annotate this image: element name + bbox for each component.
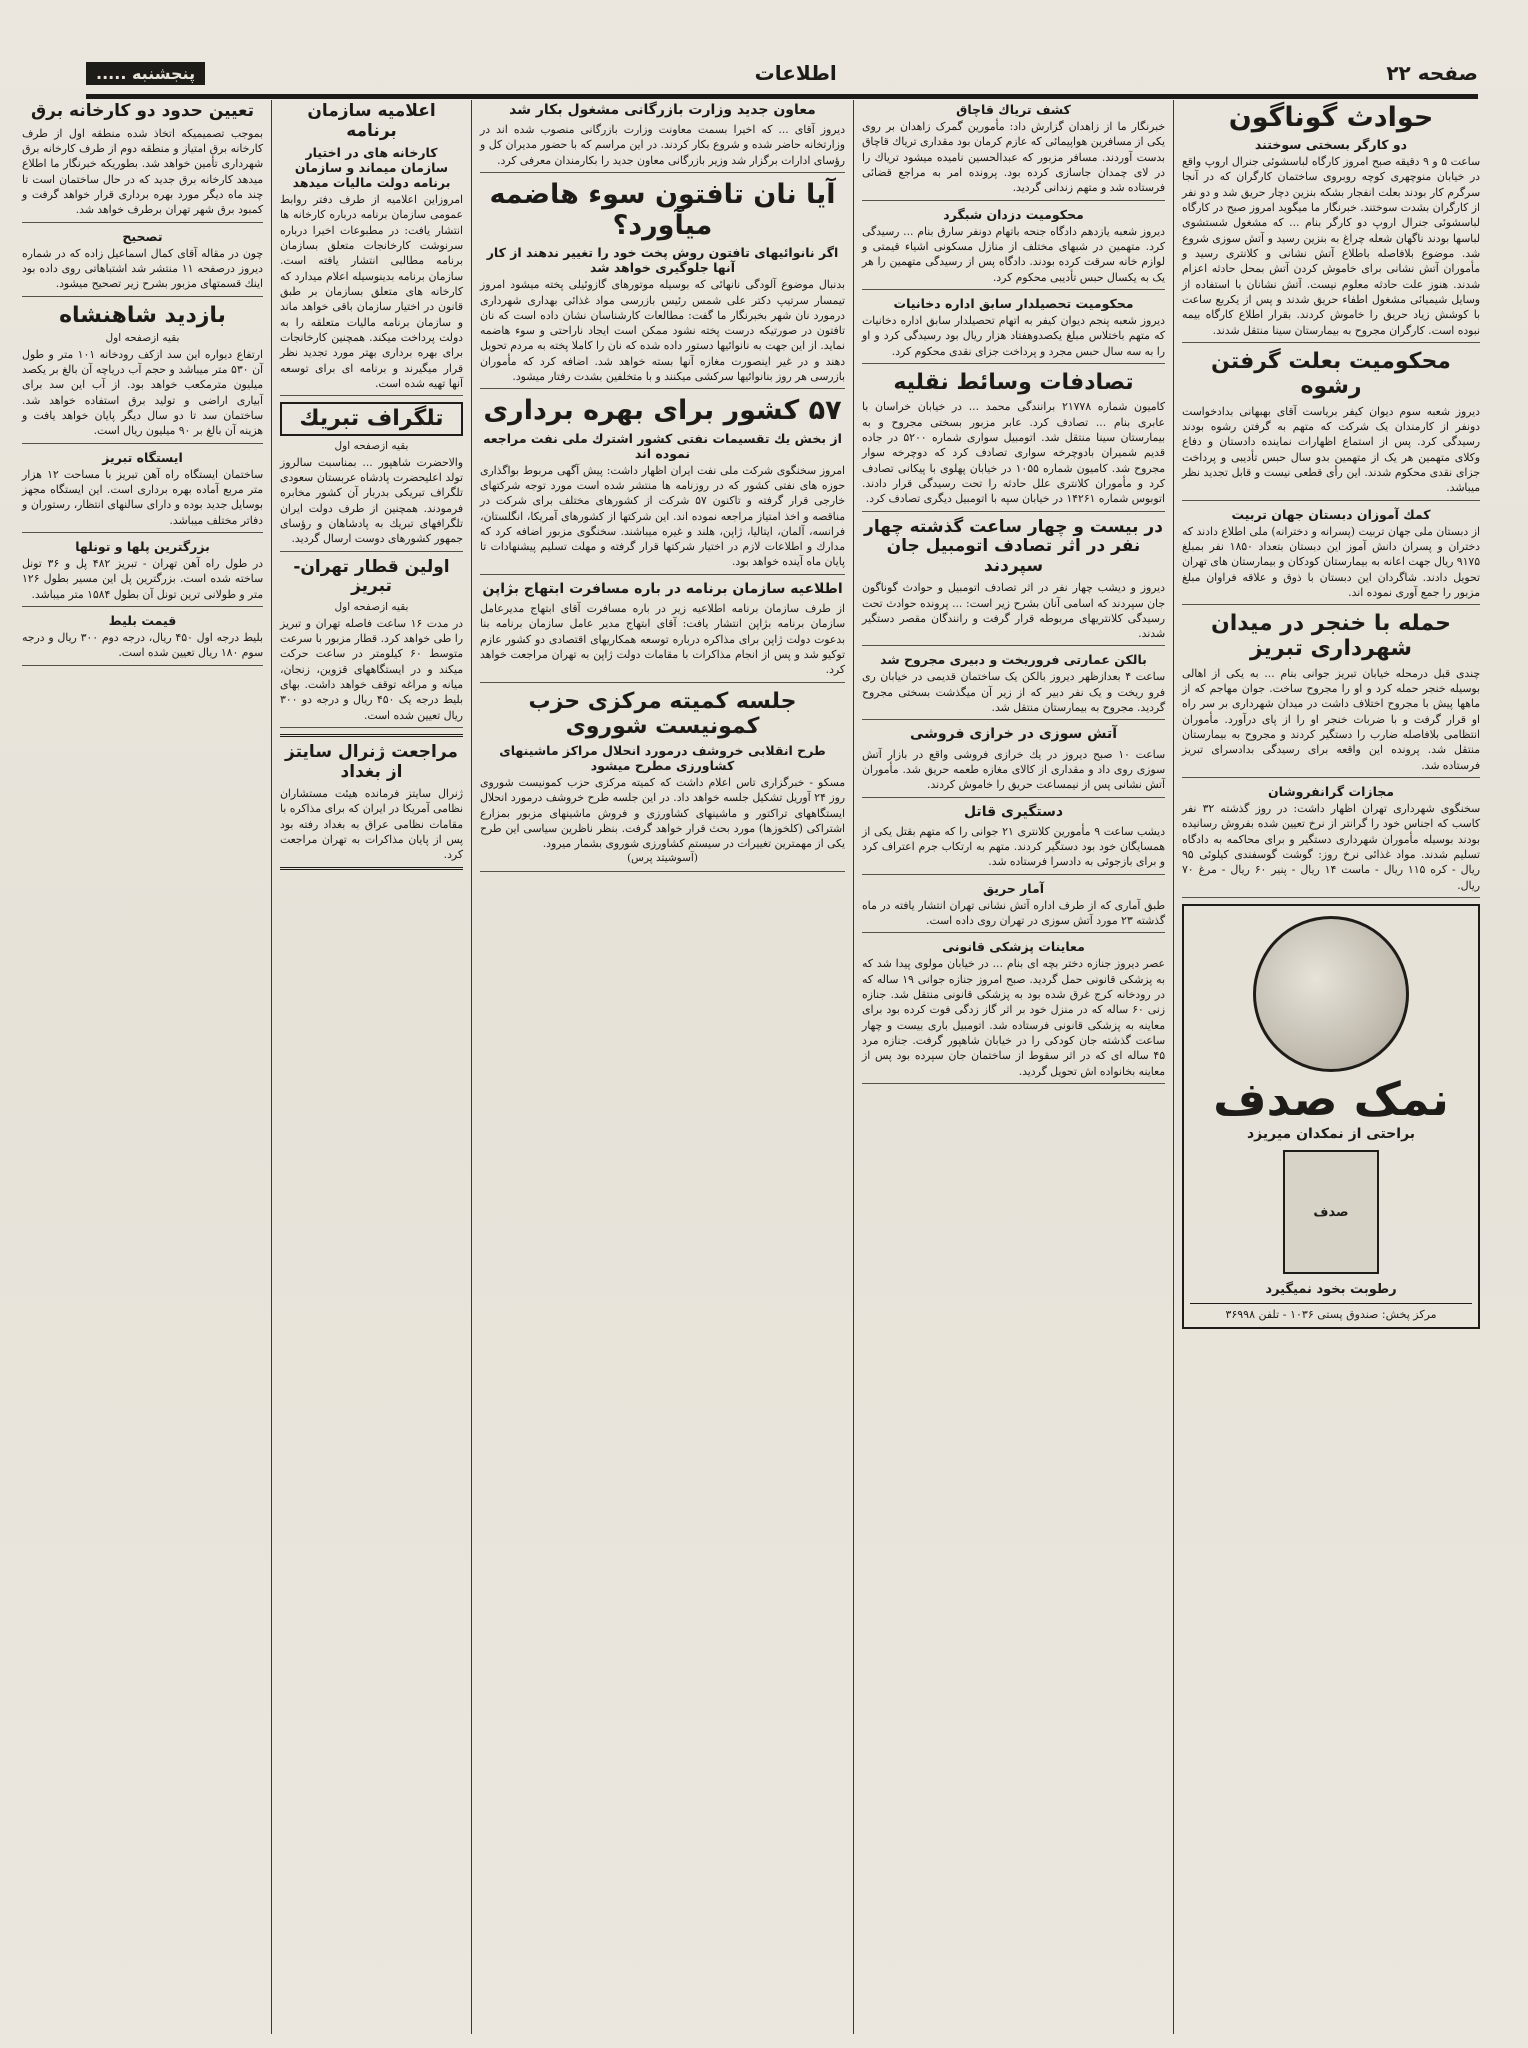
- masthead: [86, 56, 1478, 99]
- article-four-deaths: [862, 518, 1165, 647]
- article-body: ساعت ۱۰ صبح دیروز در یك خرازی فروشی واقع در بازار آتش سوزی روی داد و مقداری از کالای مغازه طعمه حریق شد. مأموران آتش نشانی پس از نیمساعت حریق را خاموش کردند.: [862, 747, 1165, 792]
- article-continuation: بقیه ازصفحه اول: [105, 331, 180, 344]
- article-tabriz-station: [22, 450, 263, 533]
- columns: [14, 100, 1488, 2034]
- article-subhead: محکومیت تحصیلدار سابق اداره دخانیات: [893, 295, 1134, 311]
- article-body: ژنرال سایتز فرمانده هیئت مستشاران نظامی آمریکا در ایران که برای مذاکره با مقامات نظامی عراق به بغداد رفته بود پس از پایان مذاکرات به تهران مراجعت کرد.: [280, 787, 463, 862]
- article-subhead: طرح انقلابی خروشف درمورد انحلال مراکز ماشینهای کشاورزی مطرح میشود: [499, 743, 826, 774]
- issue-date: پنجشنبه .....: [86, 62, 205, 85]
- article-headline: اطلاعیه سازمان برنامه در باره مسافرت ابتهاج بژاپن: [482, 580, 843, 597]
- article-subhead: کشف تریاك قاچاق: [956, 102, 1071, 117]
- article-subhead: تصحیح: [122, 228, 163, 244]
- article-body: امروزاین اعلامیه از طرف دفتر روابط عمومی سازمان برنامه درباره کارخانه ها انتشار یافت: در مطبوعات اخیرا درباره سرنوشت کارخانجات متعلق بسازمان برنامه مطالبی انتشار یافته است. سازمان برنامه بدینوسیله اعلام میدارد که کارخانه های متعلق بسازمان بر طبق قانون در اختیار سازمان باقی خواهد ماند و سازمان برنامه مالیات متعلقه را به دولت پرداخت میکند. همچنین کارخانجات برای بهره برداری بهتر مورد تجدید نظر قرار میگیرند و برنامه ای برای توسعه آنها تهیه شده است.: [280, 193, 463, 391]
- article-body: دیروز شعبه یازدهم دادگاه جنحه باتهام دونفر سارق بنام ... رسیدگی کرد. متهمین در شبهای مختلف از منازل مسکونی اشیاء قیمتی و لوازم خانه سرقت کرده بودند. دادگاه پس از رسیدگی متهمین را هر یک به یکسال حبس تأدیبی محکوم کرد.: [862, 224, 1165, 284]
- article-bread: [480, 179, 845, 389]
- article-subhead: معاینات پزشکی قانونی: [942, 939, 1085, 955]
- article-fire-shop: [862, 726, 1165, 797]
- column-3: [471, 100, 853, 2034]
- article-body: از طرف سازمان برنامه اطلاعیه زیر در باره مسافرت آقای ابتهاج مدیرعامل سازمان برنامه بژاپن انتشار یافت: آقای ابتهاج مدیر عامل سازمان برنامه بنا بدعوت دولت ژاپن برای مذاکره درباره توسعه همکاریهای اقتصادی دو کشور عازم توکیو شد و پس از انجام مذاکرات با مقامات دولت ژاپن به تهران مراجعت خواهد کرد.: [480, 601, 845, 677]
- article-body: امروز سخنگوی شرکت ملی نفت ایران اظهار داشت: پیش آگهی مربوط بواگذاری حوزه های نفتی کشور که در روزنامه ها منتشر شده است مورد توجه شرکتهای خارجی قرار گرفته و تاکنون ۵۷ شرکت از کشورهای مختلف برای شرکت در مناقصه و اخذ امتیاز مراجعه نموده اند. این شرکتها از کشورهای آمریکا، انگلستان، فرانسه، آلمان، ایتالیا، ژاپن، هلند و غیره میباشند. سخنگوی مزبور اضافه کرد که مدارك و اطلاعات لازم در اختیار شرکتها قرار گرفته و مهلت تسلیم پیشنهادات تا پایان ماه آینده خواهد بود.: [480, 463, 845, 569]
- article-subhead: قیمت بلیط: [108, 613, 177, 629]
- article-collector: [862, 296, 1165, 364]
- article-body: دیروز شعبه پنجم دیوان کیفر به اتهام تحصیلدار سابق اداره دخانیات که متهم باختلاس مبلغ یکصدوهفتاد هزار ریال بود رسیدگی کرد و او را به سه سال حبس مجرد و پرداخت جزای نقدی محکوم کرد.: [862, 313, 1165, 358]
- article-headline: تلگراف تبریك: [280, 402, 463, 435]
- article-headline: اولین قطار تهران-تبریز: [293, 556, 450, 597]
- article-opium: [862, 102, 1165, 201]
- article-headline: تصادفات وسائط نقلیه: [893, 369, 1134, 395]
- article-killer-arrest: [862, 804, 1165, 875]
- article-telegram: [280, 402, 463, 551]
- article-subhead: دو کارگر بسختی سوختند: [1254, 137, 1408, 153]
- article-subhead: بالکن عمارتی فروریخت و دبیری مجروح شد: [880, 652, 1147, 668]
- article-headline: محکومیت بعلت گرفتن رشوه: [1211, 348, 1451, 400]
- article-body: چندی قبل درمحله خیابان تبریز جوانی بنام ... به یکی از اهالی بوسیله خنجر حمله کرد و او را مجروح ساخت. جوان مهاجم که از ماهها پیش با مجروح اختلاف داشت در میدان شهرداری بر سر راه او قرار گرفت و با ضربات خنجر او را از پای درآورد. مأموران انتظامی بلافاصله ضارب را دستگیر کردند و مجروح به بیمارستان منتقل شد. پرونده این واقعه برای رسیدگی بدادسرای تبریز فرستاده شد.: [1182, 666, 1480, 772]
- article-body: ساعت ۴ بعدازظهر دیروز بالکن یک ساختمان قدیمی در خیابان ری فرو ریخت و یک نفر دبیر که از زیر آن میگذشت بسختی مجروح گردید. مجروح به بیمارستان منتقل شد.: [862, 670, 1165, 715]
- article-body: بدنبال موضوع آلودگی نانهائی که بوسیله موتورهای گازوئیلی پخته میشود امروز تیمسار سرتیپ دکتر علی شمس رئیس بازرسی مواد غذائی بهداری شهرداری درمورد نان شهر بخبرنگار ما گفت: مطالعات کارشناسان نشان داده است که نان تافتون در صورتیکه درست پخته نشود ممکن است ایجاد ناراحتی و سوء هاضمه نماید. از این جهت به نانوائیها دستور داده شده که نان را کاملا پخته به مردم تحویل دهند و در غیر اینصورت مغازه آنها بسته خواهد شد. اضافه کرد که مأموران بازرسی هر روز بنانوائیها سرکشی میکنند و با متخلفین بشدت رفتار میشود.: [480, 278, 845, 384]
- article-headline: تعیین حدود دو کارخانه برق: [30, 101, 255, 121]
- article-body: طبق آماری که از طرف اداره آتش نشانی تهران انتشار یافته در ماه گذشته ۲۳ مورد آتش سوزی در تهران روی داده است.: [862, 898, 1165, 927]
- article-headline: آتش سوزی در خرازی فروشی: [909, 726, 1118, 743]
- article-headline: معاون جدید وزارت بازرگانی مشغول بکار شد: [509, 102, 816, 118]
- article-body: دیروز شعبه سوم دیوان کیفر بریاست آقای بهبهانی بدادخواست دونفر از کارمندان یک شرکت که متهم به گرفتن رشوه بودند رسیدگی کرد. پس از استماع اظهارات نماینده دادستان و دفاع وکلای متهمین هر یک از متهمین بدو سال حبس تأدیبی و پرداخت جزای نقدی محکوم شدند. این رأی قطعی نیست و قابل تجدید نظر میباشد.: [1182, 404, 1480, 495]
- article-body: در مدت ۱۶ ساعت فاصله تهران و تبریز را طی خواهد کرد. قطار مزبور با سرعت متوسط ۶۰ کیلومتر در ساعت حرکت میکند و در ایستگاههای قزوین، زنجان، میانه و مراغه توقف خواهد داشت. بهای بلیط درجه یک ۴۵۰ ریال و درجه دو ۳۰۰ ریال تعیین شده است.: [280, 616, 464, 722]
- article-continuation: بقیه ازصفحه اول: [334, 439, 409, 452]
- article-body: دیروز آقای ... که اخیرا بسمت معاونت وزارت بازرگانی منصوب شده اند در وزارتخانه حاضر شده و شروع بکار کردند. در این مراسم که با حضور مدیران کل و رؤسای ادارات برگزار شد وزیر بازرگانی معاون جدید را بکارمندان معرفی کرد.: [480, 123, 845, 167]
- article-plan-notice: [280, 102, 463, 396]
- article-train: [280, 558, 463, 728]
- column-4: [271, 100, 471, 2034]
- article-subhead: از بخش یك تقسیمات نفتی کشور اشترك ملی نفت مراجعه نموده اند: [483, 430, 842, 461]
- article-headline: جلسه کمیته مرکزی حزب کمونیست شوروی: [528, 688, 797, 739]
- article-headline: مراجعت ژنرال سایتز از بغداد: [285, 742, 458, 782]
- ad-address: مرکز پخش: صندوق پستی ۱۰۳۶ - تلفن ۳۶۹۹۸: [1190, 1303, 1472, 1321]
- article-body: کامیون شماره ۲۱۷۷۸ برانندگی محمد ... در خیابان خراسان با عابری بنام ... تصادف کرد. عابر مزبور بسختی مجروح و به بیمارستان سینا منتقل شد. اتومبیل سواری شماره ۵۲۰۰ در جاده قدیم شمیران بادوچرخه سواری تصادف کرد که دوچرخه سوار مجروح شد. کامیون شماره ۱۰۵۵ در خیابان پهلوی با پیکانی تصادف کرد و مأموران کلانتری علل حادثه را تحت رسیدگی قرار دادند. اتوبوس شماره ۱۴۲۶۱ در خیابان سپه با اتومبیل دیگری تصادف کرد.: [862, 400, 1165, 506]
- article-headline: اعلامیه سازمان برنامه: [307, 101, 436, 141]
- article-subhead: کمك آموزان دبستان جهان تربیت: [1231, 506, 1431, 522]
- article-body: دیروز و دیشب چهار نفر در اثر تصادف اتومبیل و حوادث گوناگون جان سپردند که اسامی آنان بشرح زیر است: ... پرونده حوادث تحت رسیدگی کلانتریهای مربوطه قرار گرفت و رانندگان مقصر دستگیر شدند.: [862, 581, 1165, 641]
- article-body: بموجب تصمیمیکه اتخاذ شده منطقه اول از طرف کارخانه برق امتیاز و منطقه دوم از طرف کارخانه برق شهرداری تأمین خواهد شد. بطوریکه خبرنگار ما اطلاع میدهد کارخانه برق جدید که در حال ساختمان است تا چند ماه دیگر مورد بهره برداری قرار خواهد گرفت و کمبود برق شهر تهران برطرف خواهد شد.: [22, 126, 263, 217]
- article-subhead: بزرگترین پلها و تونلها: [75, 539, 210, 555]
- article-body: از دبستان ملی جهان تربیت (پسرانه و دخترانه) ملی اطلاع دادند که دختران و پسران دانش آموز این دبستان بتعداد ۱۸۵۰ نفر بمبلغ ۹۱۷۵ ریال جهت اعانه به بیمارستان کودکان و بیمارستان های تهران تحویل دادند. شاگردان این دبستان با ذوق و علاقه فراوان مبلغ مزبور را جمع آوری نموده اند.: [1182, 524, 1480, 599]
- article-body: چون در مقاله آقای کمال اسماعیل زاده که در شماره دیروز درصفحه ۱۱ منتشر شد اشتباهاتی روی داده بود اینك قسمتهای مزبور بشرح زیر تصحیح میشود.: [22, 246, 263, 291]
- ad-brand: نمک صدف: [1213, 1072, 1449, 1127]
- column-1: [1173, 100, 1488, 2034]
- article-subhead: ایستگاه تبریز: [102, 449, 183, 465]
- article-correction: [22, 229, 263, 297]
- ad-package-icon: [1283, 1150, 1379, 1274]
- ad-tagline: براحتی از نمکدان میریزد: [1246, 1126, 1416, 1143]
- column-2: [853, 100, 1173, 2034]
- article-bridges: [22, 539, 263, 607]
- article-subhead: محکومیت دزدان شبگرد: [943, 206, 1084, 222]
- article-tabriz-attack: [1182, 611, 1480, 778]
- article-oil: [480, 395, 845, 574]
- article-bribery: [1182, 349, 1480, 501]
- salt-advertisement: [1182, 904, 1480, 1329]
- article-shah-visit: [22, 303, 263, 444]
- article-general-return: [280, 734, 463, 870]
- article-headline: حوادث گوناگون: [1228, 102, 1434, 133]
- article-forensics: [862, 939, 1165, 1084]
- article-body: عصر دیروز جنازه دختر بچه ای بنام ... در خیابان مولوی پیدا شد که به پزشکی قانونی حمل گردید. صبح امروز جنازه جوانی ۱۹ ساله که در رودخانه کرج غرق شده بود به پزشکی قانونی منتقل شد. جنازه زنی ۶۰ ساله که در منزل خود بر اثر گاز زدگی فوت کرده بود برای معاینه به پزشکی قانونی فرستاده شد. اتومبیل باری بیست و چهار ساعت گذشته جان کودکی را در خیابان شاهپور گرفت. جنازه مرد ۴۵ ساله ای که در اثر سقوط از ساختمان جان سپرده بود پس از معاینه بخانواده اش تحویل گردید.: [862, 957, 1166, 1078]
- article-deputy-minister: [480, 102, 845, 173]
- article-power-plants: [22, 102, 263, 223]
- article-balcony: [862, 652, 1165, 720]
- article-school: [1182, 507, 1480, 606]
- article-fire-stats: [862, 881, 1165, 934]
- article-body: ارتفاع دیواره این سد ازکف رودخانه ۱۰۱ متر و طول آن ۵۳۰ متر میباشد و حجم آب دریاچه آن بالغ بر یکصد میلیون مترمکعب خواهد بود. از آب این سد برای آبیاری اراضی و تولید برق استفاده خواهد شد. ساختمان سد تا دو سال دیگر پایان خواهد یافت و هزینه آن بالغ بر ۹۰ میلیون ریال است.: [22, 347, 263, 438]
- column-5: [14, 100, 271, 2034]
- article-headline: در بیست و چهار ساعت گذشته چهار نفر در اثر تصادف اتومبیل جان سپردند: [864, 516, 1163, 576]
- article-source: (آسوشیتد پرس): [627, 851, 698, 864]
- article-subhead: آمار حریق: [982, 880, 1044, 896]
- article-headline: بازدید شاهنشاه: [59, 302, 226, 328]
- article-subhead: اگر نانوائیهای تافتون روش پخت خود را تغییر ندهند از کار آنها جلوگیری خواهد شد: [486, 245, 839, 276]
- article-body: دیشب ساعت ۹ مأمورین کلانتری ۲۱ جوانی را که متهم بقتل یکی از همسایگان خود بود دستگیر کردند. متهم به ارتکاب جرم اعتراف کرد و برای بازجوئی به دادسرا فرستاده شد.: [862, 824, 1165, 869]
- article-body: بلیط درجه اول ۴۵۰ ریال، درجه دوم ۳۰۰ ریال و درجه سوم ۱۸۰ ریال تعیین شده است.: [22, 631, 263, 660]
- page-number: صفحه ۲۲: [1386, 61, 1478, 85]
- article-price-penalty: [1182, 784, 1480, 898]
- article-headline: ۵۷ کشور برای بهره برداری: [483, 395, 842, 427]
- article-body: ساعت ۵ و ۹ دقیقه صبح امروز کارگاه لباسشوئی جنرال اروپ واقع در خیابان منوچهری کوچه روبروی ساختمان کارگران که در آنجا سرگرم کار بودند بعلت انفجار بشکه بنزین دچار حریق شد و دو نفر از کارگران بشدت سوختند. خبرنگار ما میگوید امروز صبح در کارگاه لباسشوئی جنرال اروپ دو کارگر بنام ... که مشغول شستشوی لباسها بودند ناگهان شعله چراغ به بنزین رسید و آتش سوزی شروع شد. موضوع بلافاصله باطلاع آتش نشانی و کلانتری رسید و مأموران آتش نشانی برای خاموش کردن آتش بمحل حادثه اعزام شدند. هنوز علت حادثه معلوم نیست. آتش نشانان با استفاده از وسایل شیمیائی مشغول اطفاء حریق شدند و پس از یکربع ساعت با کوشش زیاد حریق را خاموش کردند. بقرار اطلاع کارگاه بیمه نبوده است. کارگران مجروح به بیمارستان سینا منتقل شدند.: [1182, 155, 1480, 337]
- article-subhead: مجازات گرانفروشان: [1267, 784, 1395, 800]
- article-headline: آیا نان تافتون سوء هاضمه میآورد؟: [489, 179, 836, 242]
- article-continuation: بقیه ازصفحه اول: [334, 600, 409, 613]
- article-thieves: [862, 207, 1165, 290]
- article-plan-japan: [480, 581, 845, 683]
- article-headline: دستگیری قاتل: [963, 803, 1064, 820]
- article-body: والاحضرت شاهپور ... بمناسبت سالروز تولد اعلیحضرت پادشاه عربستان سعودی تلگراف تبریکی بدربار آن کشور مخابره فرمودند. همچنین از طرف دولت ایران تلگرافهای تبریك به پادشاهان و رؤسای جمهور کشورهای دوست ارسال گردید.: [280, 455, 463, 546]
- article-body: مسکو - خبرگزاری تاس اعلام داشت که کمیته مرکزی حزب کمونیست شوروی روز ۲۴ آوریل تشکیل جلسه خواهد داد. در این جلسه طرح خروشف درمورد انحلال ایستگاههای تراکتور و ماشینهای کشاورزی و فروش ماشینهای مزبور بمزارع اشتراکی (کلخوزها) مورد بحث قرار خواهد گرفت. بنظر ناظرین سیاسی این طرح یکی از مهمترین تغییرات در سیستم کشاورزی شوروی بشمار میرود.: [480, 776, 846, 851]
- article-body: سخنگوی شهرداری تهران اظهار داشت: در روز گذشته ۳۲ نفر کاسب که اجناس خود را گرانتر از نرخ تعیین شده بفروش رسانیده بودند بوسیله مأموران شهرداری دستگیر و برای محاکمه به دادگاه تسلیم شدند. مواد غذائی نرخ روز: گوشت گوسفندی کیلوئی ۹۵ ریال - کره ۱۱۵ ریال - ماست ۱۴ ریال - پنیر ۶۰ ریال - مرغ ۷۰ ریال.: [1182, 802, 1480, 892]
- article-subhead: کارخانه های در اختیار سازمان میماند و سازمان برنامه دولت مالیات میدهد: [292, 145, 451, 191]
- paper-name: اطلاعات: [754, 61, 837, 85]
- ad-portrait-illustration: [1253, 916, 1409, 1072]
- article-ticket-price: [22, 613, 263, 666]
- article-soviet: [480, 689, 845, 872]
- ad-package-label: صدف: [1313, 1204, 1349, 1220]
- article-incidents: [1182, 102, 1480, 343]
- article-body: در طول راه آهن تهران - تبریز ۴۸۲ پل و ۳۶ تونل ساخته شده است. بزرگترین پل این مسیر بطول ۱۲۶ متر و طولانی ترین تونل آن بطول ۱۵۸۴ متر میباشد.: [22, 557, 263, 601]
- ad-slogan: رطوبت بخود نمیگیرد: [1265, 1282, 1397, 1298]
- article-body: ساختمان ایستگاه راه آهن تبریز با مساحت ۱۲ هزار متر مربع آماده بهره برداری است. این ایستگاه مجهز بوسایل جدید بوده و دارای سالنهای انتظار، رستوران و دفاتر مختلف میباشد.: [22, 467, 263, 527]
- article-body: خبرنگار ما از زاهدان گزارش داد: مأمورین گمرک زاهدان بر روی یکی از مسافرین هواپیمائی که عازم کرمان بود مقداری تریاك قاچاق بدست آوردند. مسافر مزبور که عبدالحسین نامیده میشود تریاك را در لای چمدان جاسازی کرده بود. پرونده امر به مراجع قضائی فرستاده شد و متهم زندانی گردید.: [862, 120, 1165, 195]
- article-traffic: [862, 370, 1165, 512]
- article-headline: حمله با خنجر در میدان شهرداری تبریز: [1210, 611, 1452, 662]
